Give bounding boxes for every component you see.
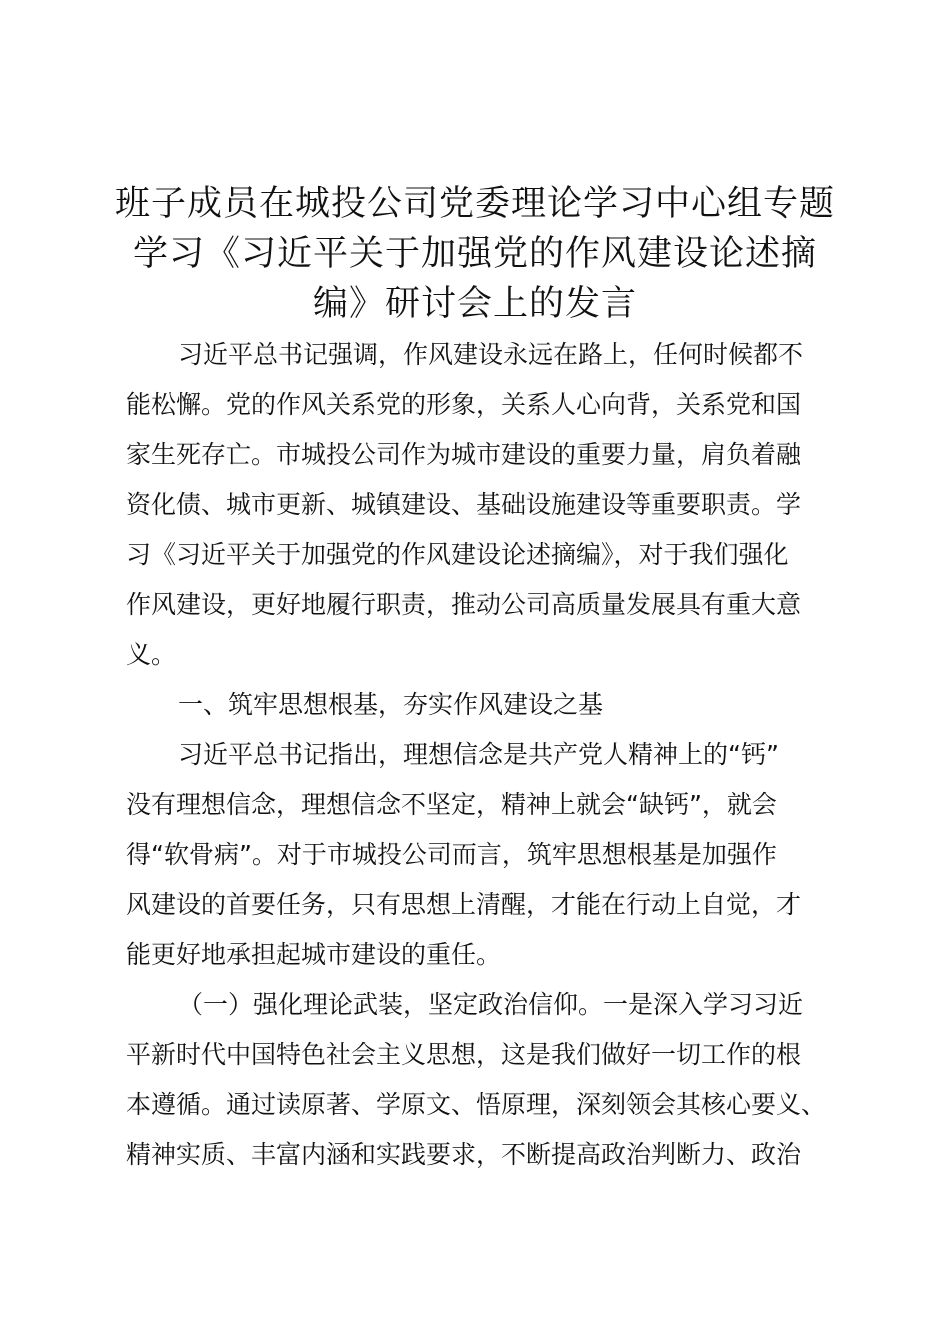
paragraph-section-1 (126, 730, 832, 980)
text-line: 家生死存亡。市城投公司作为城市建设的重要力量，肩负着融 (126, 440, 802, 469)
section-heading-1 (126, 680, 832, 730)
text-line: 习近平总书记强调，作风建设永远在路上，任何时候都不 (178, 340, 804, 369)
text-line: 义。 (126, 640, 177, 669)
title-line: 学习《习近平关于加强党的作风建设论述摘 (132, 234, 817, 274)
text-line: 习《习近平关于加强党的作风建设论述摘编》，对于我们强化 (126, 540, 789, 569)
text-line: 能松懈。党的作风关系党的形象，关系人心向背，关系党和国 (126, 390, 802, 419)
text-line: 得“软骨病”。对于市城投公司而言，筑牢思想根基是加强作 (126, 840, 777, 869)
paragraph-subsection-1 (126, 980, 832, 1180)
text-line: 风建设的首要任务，只有思想上清醒，才能在行动上自觉，才 (126, 890, 802, 919)
text-line: 能更好地承担起城市建设的重任。 (126, 940, 502, 969)
document-body (126, 330, 832, 1180)
paragraph-intro (126, 330, 832, 680)
text-line: 没有理想信念，理想信念不坚定，精神上就会“缺钙”，就会 (126, 790, 777, 819)
text-line: 本遵循。通过读原著、学原文、悟原理，深刻领会其核心要义、 (126, 1090, 827, 1119)
text-line: （一）强化理论武装，坚定政治信仰。一是深入学习习近 (178, 990, 804, 1019)
text-line: 资化债、城市更新、城镇建设、基础设施建设等重要职责。学 (126, 490, 802, 519)
text-line: 平新时代中国特色社会主义思想，这是我们做好一切工作的根 (126, 1040, 802, 1069)
text-line: 精神实质、丰富内涵和实践要求，不断提高政治判断力、政治 (126, 1140, 802, 1169)
heading-line: 一、筑牢思想根基，夯实作风建设之基 (178, 690, 604, 719)
text-line: 作风建设，更好地履行职责，推动公司高质量发展具有重大意 (126, 590, 802, 619)
title-line: 编》研讨会上的发言 (312, 284, 637, 324)
document-title (100, 176, 850, 326)
title-line: 班子成员在城投公司党委理论学习中心组专题 (114, 184, 835, 224)
text-line: 习近平总书记指出，理想信念是共产党人精神上的“钙” (178, 740, 779, 769)
